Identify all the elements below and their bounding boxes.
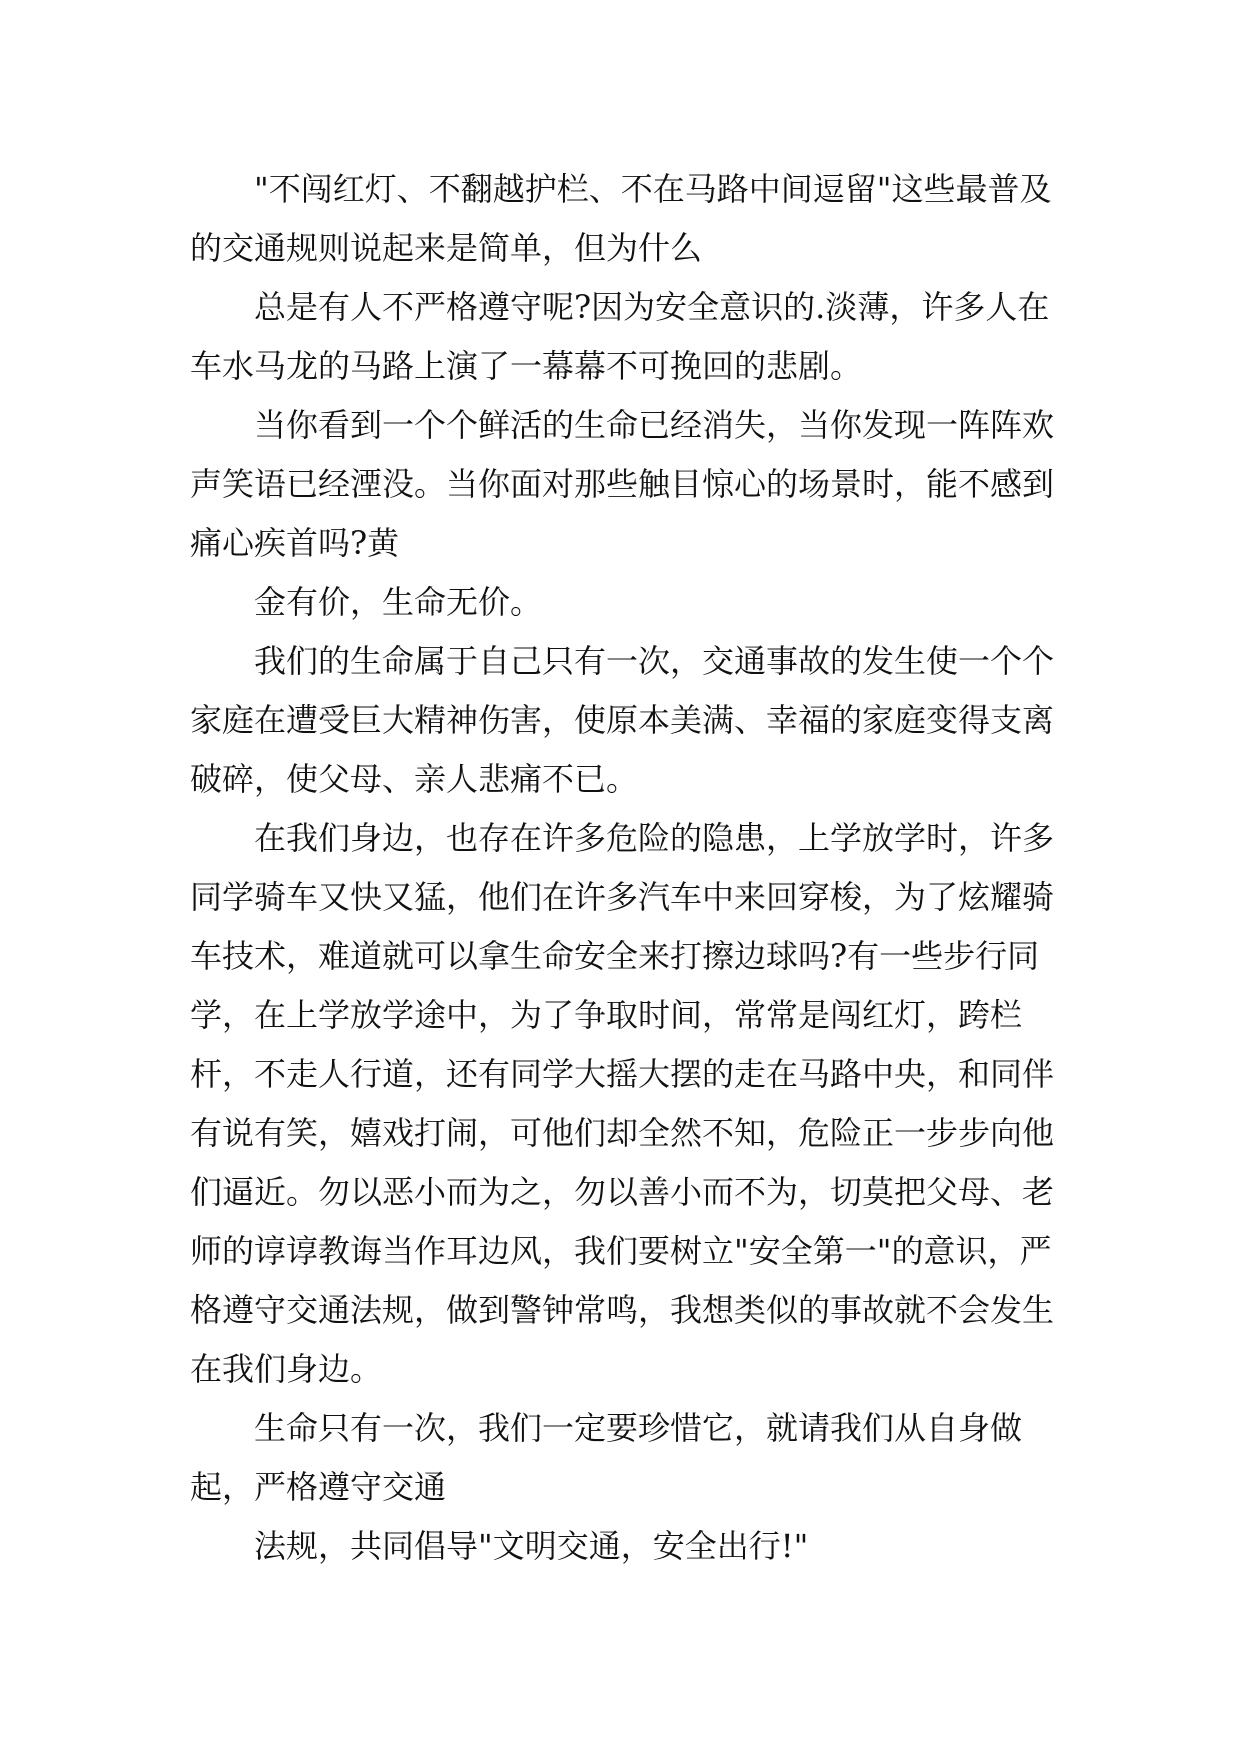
paragraph-8: 法规，共同倡导"文明交通，安全出行!" bbox=[254, 1527, 809, 1565]
document-body bbox=[190, 160, 1060, 1576]
paragraph-2: 总是有人不严格遵守呢?因为安全意识的.淡薄，许多人在车水马龙的马路上演了一幕幕不可挽回的悲剧。 bbox=[190, 288, 1050, 385]
paragraph-1: "不闯红灯、不翻越护栏、不在马路中间逗留"这些最普及的交通规则说起来是简单，但为什么 bbox=[190, 170, 1052, 267]
paragraph-3: 当你看到一个个鲜活的生命已经消失，当你发现一阵阵欢声笑语已经湮没。当你面对那些触目惊心的场景时，能不感到痛心疾首吗?黄 bbox=[190, 406, 1055, 562]
paragraph-7: 生命只有一次，我们一定要珍惜它，就请我们从自身做起，严格遵守交通 bbox=[190, 1409, 1023, 1506]
paragraph-4: 金有价，生命无价。 bbox=[254, 583, 543, 621]
paragraph-5: 我们的生命属于自己只有一次，交通事故的发生使一个个家庭在遭受巨大精神伤害，使原本美满、幸福的家庭变得支离破碎，使父母、亲人悲痛不已。 bbox=[190, 642, 1055, 798]
paragraph-6: 在我们身边，也存在许多危险的隐患，上学放学时，许多同学骑车又快又猛，他们在许多汽车中来回穿梭，为了炫耀骑车技术，难道就可以拿生命安全来打擦边球吗?有一些步行同学，在上学放学途中，为了争取时间，常常是闯红灯，跨栏杆，不走人行道，还有同学大摇大摆的走在马路中央，和同伴有说有笑，嬉戏打闹，可他们却全然不知，危险正一步步向他们逼近。勿以恶小而为之，勿以善小而不为，切莫把父母、老师的谆谆教诲当作耳边风，我们要树立"安全第一"的意识，严格遵守交通法规，做到警钟常鸣，我想类似的事故就不会发生在我们身边。 bbox=[190, 819, 1055, 1388]
